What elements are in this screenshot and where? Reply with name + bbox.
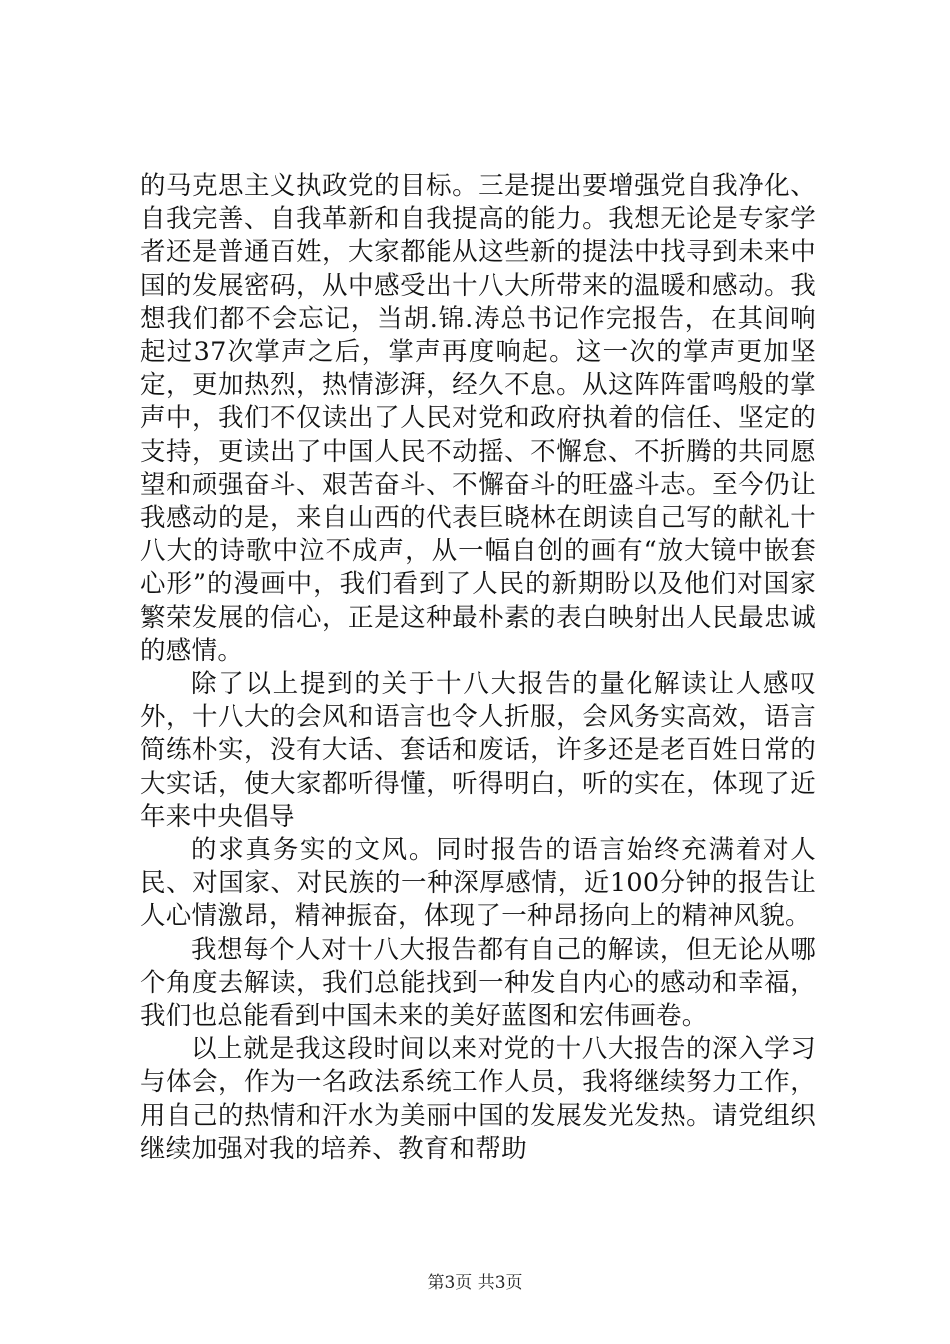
- paragraph-report-language: 的求真务实的文风。同时报告的语言始终充满着对人民、对国家、对民族的一种深厚感情，近100分钟的报告让人心情激昂，精神振奋，体现了一种昂扬向上的精神风貌。: [140, 835, 816, 932]
- paragraph-continuation: 的马克思主义执政党的目标。三是提出要增强党自我净化、自我完善、自我革新和自我提高的能力。我想无论是专家学者还是普通百姓，大家都能从这些新的提法中找寻到未来中国的发展密码，从中感受出十八大所带来的温暖和感动。我想我们都不会忘记，当胡.锦.涛总书记作完报告，在其间响起过37次掌声之后，掌声再度响起。这一次的掌声更加坚定，更加热烈，热情澎湃，经久不息。从这阵阵雷鸣般的掌声中，我们不仅读出了人民对党和政府执着的信任、坚定的支持，更读出了中国人民不动摇、不懈怠、不折腾的共同愿望和顽强奋斗、艰苦奋斗、不懈奋斗的旺盛斗志。至今仍让我感动的是，来自山西的代表巨晓林在朗读自己写的献礼十八大的诗歌中泣不成声，从一幅自创的画有“放大镜中嵌套心形”的漫画中，我们看到了人民的新期盼以及他们对国家繁荣发展的信心，正是这种最朴素的表白映射出人民最忠诚的感情。: [140, 171, 816, 666]
- paragraph-interpretation: 我想每个人对十八大报告都有自己的解读，但无论从哪个角度去解读，我们总能找到一种发自内心的感动和幸福，我们也总能看到中国未来的美好蓝图和宏伟画卷。: [140, 934, 816, 1032]
- paragraph-language-style: 除了以上提到的关于十八大报告的量化解读让人感叹外，十八大的会风和语言也令人折服，会风务实高效，语言简练朴实，没有大话、套话和废话，许多还是老百姓日常的大实话，使大家都听得懂，听得明白，听的实在，体现了近年来中央倡导: [140, 669, 816, 832]
- page-number-footer: 第3页 共3页: [427, 1273, 523, 1293]
- paragraph-conclusion: 以上就是我这段时间以来对党的十八大报告的深入学习与体会，作为一名政法系统工作人员，我将继续努力工作，用自己的热情和汗水为美丽中国的发展发光发热。请党组织继续加强对我的培养、教育和帮助: [140, 1034, 816, 1164]
- document-body: [140, 170, 816, 1166]
